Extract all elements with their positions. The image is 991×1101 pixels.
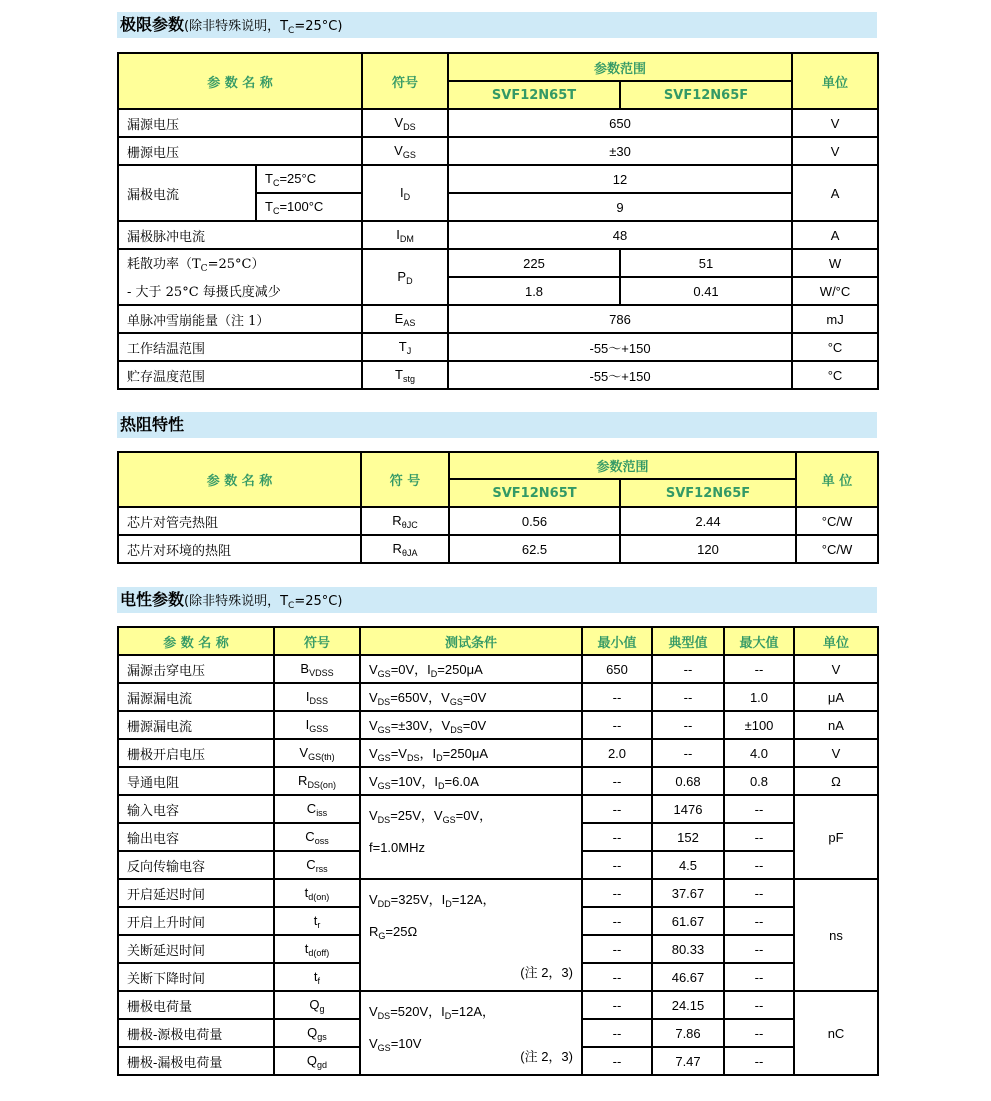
param-value: 51 [620,249,792,277]
param-name: 开启延迟时间 [118,879,274,907]
param-unit: V [794,655,878,683]
max-value: -- [724,795,794,823]
table-row [118,137,878,165]
param-unit: mJ [792,305,878,333]
typ-value: 61.67 [652,907,724,935]
typ-value: 24.15 [652,991,724,1019]
test-condition: $V_{GS}=10V$，$I_D=6.0A$ [360,767,582,795]
param-name: 耗散功率$(T_C=25^\circ C)$ [118,249,362,277]
test-condition: $V_{GS}=\pm 30V$，$V_{DS}=0V$ [360,711,582,739]
table-row [118,165,878,193]
typ-value: 0.68 [652,767,724,795]
param-name: 芯片对管壳热阻 [118,507,361,535]
param-name: 关断延迟时间 [118,935,274,963]
switching-note: (注 2，3) [520,965,573,980]
typ-value: 7.86 [652,1019,724,1047]
test-condition: $V_{DS}=650V$，$V_{GS}=0V$ [360,683,582,711]
elec-note: (除非特殊说明，$T_C=25^\circ C$) [184,594,343,611]
param-symbol: $I_D$ [362,165,448,221]
thermal-section-header [117,412,877,438]
param-value: 12 [448,165,792,193]
elec-header-min: 最小值 [582,627,652,655]
typ-value: -- [652,683,724,711]
param-value: -55～+150 [448,333,792,361]
typ-value: 152 [652,823,724,851]
param-name: 栅源漏电流 [118,711,274,739]
min-value: -- [582,711,652,739]
param-value: 62.5 [449,535,620,563]
param-name: 漏极电流 [118,165,256,221]
typ-value: -- [652,655,724,683]
thermal-header-part-t: SVF12N65T [449,479,620,507]
max-value: -- [724,655,794,683]
min-value: -- [582,795,652,823]
typ-value: 37.67 [652,879,724,907]
table-row [118,109,878,137]
cap-test-condition: $V_{DS}=25V$，$V_{GS}=0V$， f=1.0MHz [360,795,582,879]
param-symbol: $t_f$ [274,963,360,991]
param-value: 9 [448,193,792,221]
elec-table [117,626,879,1076]
min-value: -- [582,907,652,935]
switching-test-condition: $V_{DD}=325V$，$I_D=12A$， $R_G=25\Omega$ (注 2，3) [360,879,582,991]
elec-header-max: 最大值 [724,627,794,655]
table-row [118,767,878,795]
param-name: 漏源击穿电压 [118,655,274,683]
param-name: 栅极-源极电荷量 [118,1019,274,1047]
table-row [118,991,878,1019]
param-unit: °C [792,361,878,389]
param-symbol: $Q_{gd}$ [274,1047,360,1075]
elec-header-name: 参 数 名 称 [118,627,274,655]
typ-value: 46.67 [652,963,724,991]
param-symbol: $B_{VDSS}$ [274,655,360,683]
param-symbol: $I_{DM}$ [362,221,448,249]
table-row [118,277,878,305]
max-value: ±100 [724,711,794,739]
typ-value: -- [652,739,724,767]
min-value: -- [582,683,652,711]
table-row [118,795,878,823]
param-symbol: $P_D$ [362,249,448,305]
param-symbol: $Q_{gs}$ [274,1019,360,1047]
test-condition: $V_{GS}=0V$，$I_D=250\mu A$ [360,655,582,683]
thermal-table [117,451,879,564]
table-row [118,879,878,907]
min-value: -- [582,767,652,795]
param-symbol: $t_{d(on)}$ [274,879,360,907]
param-value: 786 [448,305,792,333]
param-name: 漏源漏电流 [118,683,274,711]
param-value: ±30 [448,137,792,165]
param-name: 输入电容 [118,795,274,823]
max-value: -- [724,907,794,935]
param-symbol: $R_{DS(on)}$ [274,767,360,795]
param-symbol: $V_{GS}$ [362,137,448,165]
max-value: -- [724,879,794,907]
param-symbol: $T_{stg}$ [362,361,448,389]
param-name: 输出电容 [118,823,274,851]
param-unit: A [792,165,878,221]
max-value: -- [724,935,794,963]
param-symbol: $E_{AS}$ [362,305,448,333]
max-value: 1.0 [724,683,794,711]
max-value: -- [724,1047,794,1075]
gate-charge-test-condition: $V_{DS}=520V$，$I_D=12A$， $V_{GS}=10V$ (注 2，3) [360,991,582,1075]
param-value: 0.41 [620,277,792,305]
param-symbol: $T_J$ [362,333,448,361]
table-row [118,249,878,277]
max-value: -- [724,991,794,1019]
param-value: 0.56 [449,507,620,535]
min-value: 2.0 [582,739,652,767]
param-name: 导通电阻 [118,767,274,795]
typ-value: 7.47 [652,1047,724,1075]
min-value: -- [582,1047,652,1075]
param-name: 芯片对环境的热阻 [118,535,361,563]
limits-header-part-t: SVF12N65T [448,81,620,109]
limits-note: (除非特殊说明，$T_C=25^\circ C$) [184,19,343,36]
param-unit: pF [794,795,878,879]
param-unit: V [792,109,878,137]
thermal-header-range: 参数范围 [449,452,796,479]
typ-value: 4.5 [652,851,724,879]
param-condition: $T_C=100^\circ C$ [256,193,362,221]
param-value: -55～+150 [448,361,792,389]
param-value: 48 [448,221,792,249]
max-value: 4.0 [724,739,794,767]
limits-header-range: 参数范围 [448,53,792,81]
min-value: -- [582,879,652,907]
min-value: -- [582,963,652,991]
param-unit: °C/W [796,535,878,563]
table-row [118,711,878,739]
limits-section-header [117,12,877,38]
max-value: -- [724,963,794,991]
param-symbol: $Q_g$ [274,991,360,1019]
param-name: 开启上升时间 [118,907,274,935]
param-symbol: $R_{\theta JC}$ [361,507,449,535]
param-name: 贮存温度范围 [118,361,362,389]
min-value: 650 [582,655,652,683]
param-unit: μA [794,683,878,711]
param-unit: V [794,739,878,767]
limits-header-unit: 单位 [792,53,878,109]
param-name: 单脉冲雪崩能量（注 1） [118,305,362,333]
param-name: 反向传输电容 [118,851,274,879]
typ-value: 1476 [652,795,724,823]
table-row [118,535,878,563]
param-unit: nC [794,991,878,1075]
min-value: -- [582,935,652,963]
param-value: 120 [620,535,796,563]
param-value: 650 [448,109,792,137]
thermal-title: 热阻特性 [120,415,185,434]
min-value: -- [582,1019,652,1047]
param-unit: °C [792,333,878,361]
param-symbol: $t_{d(off)}$ [274,935,360,963]
param-unit: Ω [794,767,878,795]
param-symbol: $C_{oss}$ [274,823,360,851]
table-row [118,305,878,333]
table-row [118,361,878,389]
table-row [118,507,878,535]
thermal-header-unit: 单 位 [796,452,878,507]
elec-header-unit: 单位 [794,627,878,655]
param-symbol: $t_r$ [274,907,360,935]
param-value: 225 [448,249,620,277]
param-value: 2.44 [620,507,796,535]
param-name: 栅极开启电压 [118,739,274,767]
min-value: -- [582,823,652,851]
param-name: 关断下降时间 [118,963,274,991]
max-value: -- [724,851,794,879]
thermal-header-part-f: SVF12N65F [620,479,796,507]
elec-header-typ: 典型值 [652,627,724,655]
limits-header-part-f: SVF12N65F [620,81,792,109]
param-symbol: $C_{rss}$ [274,851,360,879]
limits-title: 极限参数 [120,15,185,34]
min-value: -- [582,851,652,879]
param-name: 栅极电荷量 [118,991,274,1019]
typ-value: -- [652,711,724,739]
elec-section-header [117,587,877,613]
param-symbol: $V_{DS}$ [362,109,448,137]
param-name: 漏极脉冲电流 [118,221,362,249]
param-value: 1.8 [448,277,620,305]
table-row [118,683,878,711]
min-value: -- [582,991,652,1019]
param-unit: W/°C [792,277,878,305]
thermal-header-name: 参 数 名 称 [118,452,361,507]
elec-title: 电性参数 [120,590,185,609]
elec-header-symbol: 符号 [274,627,360,655]
thermal-header-symbol: 符 号 [361,452,449,507]
param-unit: °C/W [796,507,878,535]
param-symbol: $I_{GSS}$ [274,711,360,739]
typ-value: 80.33 [652,935,724,963]
param-name: 栅极-漏极电荷量 [118,1047,274,1075]
param-condition: $T_C=25^\circ C$ [256,165,362,193]
table-row [118,739,878,767]
param-name-derating: - 大于 25°C 每摄氏度减少 [118,277,362,305]
param-symbol: $I_{DSS}$ [274,683,360,711]
param-unit: W [792,249,878,277]
param-symbol: $C_{iss}$ [274,795,360,823]
param-unit: V [792,137,878,165]
limits-table [117,52,879,390]
max-value: -- [724,1019,794,1047]
param-name: 栅源电压 [118,137,362,165]
test-condition: $V_{GS}=V_{DS}$，$I_D=250\mu A$ [360,739,582,767]
param-unit: A [792,221,878,249]
table-row [118,333,878,361]
param-name: 漏源电压 [118,109,362,137]
param-unit: ns [794,879,878,991]
max-value: -- [724,823,794,851]
param-unit: nA [794,711,878,739]
elec-header-cond: 测试条件 [360,627,582,655]
max-value: 0.8 [724,767,794,795]
param-symbol: $V_{GS(th)}$ [274,739,360,767]
limits-header-name: 参 数 名 称 [118,53,362,109]
limits-header-symbol: 符号 [362,53,448,109]
param-name: 工作结温范围 [118,333,362,361]
table-row [118,221,878,249]
table-row [118,655,878,683]
gate-charge-note: (注 2，3) [520,1049,573,1064]
param-symbol: $R_{\theta JA}$ [361,535,449,563]
